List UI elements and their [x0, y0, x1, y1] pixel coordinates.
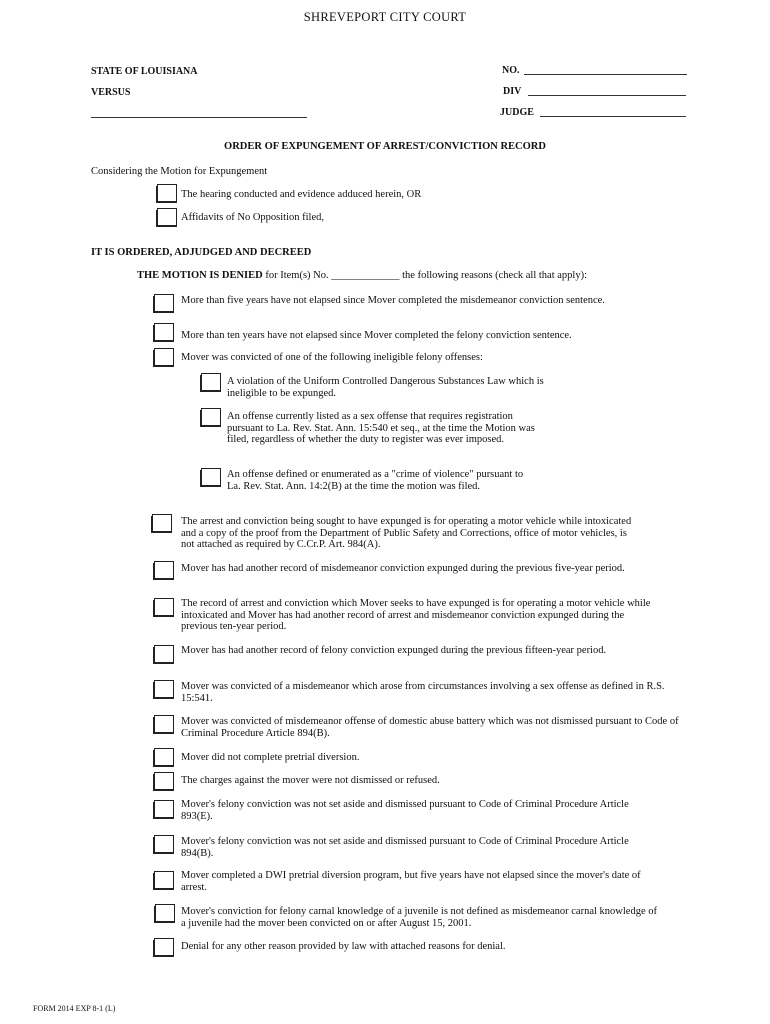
reason-checkbox[interactable]: [154, 835, 174, 853]
reason-checkbox[interactable]: [154, 715, 174, 733]
reason-text: The record of arrest and conviction which Mover seeks to have expunged is for operating a motor vehicle while intoxicated and Mover has had another record of arrest and misdemeanor conviction expunged during the previous ten-year period.: [181, 598, 651, 633]
reason-checkbox[interactable]: [154, 561, 174, 579]
sub-reason-checkbox[interactable]: [201, 373, 221, 391]
hearing-checkbox[interactable]: [157, 184, 177, 202]
reason-text: Mover's felony conviction was not set aside and dismissed pursuant to Code of Criminal Procedure Article 894(B).: [181, 836, 629, 859]
motion-denied-line: [137, 270, 587, 282]
reason-checkbox[interactable]: [154, 323, 174, 341]
reason-checkbox[interactable]: [155, 904, 175, 922]
div-label: DIV: [503, 86, 522, 97]
versus-label: VERSUS: [91, 87, 131, 98]
reason-text: Mover was convicted of misdemeanor offense of domestic abuse battery which was not dismissed pursuant to Code of Criminal Procedure Article 894(B).: [181, 716, 679, 739]
ordered-heading: IT IS ORDERED, ADJUDGED AND DECREED: [91, 247, 312, 258]
reason-text: Mover was convicted of one of the following ineligible felony offenses:: [181, 352, 483, 363]
reason-text: Mover has had another record of felony conviction expunged during the previous fifteen-year period.: [181, 645, 607, 656]
motion-denied-text: for Item(s) No. _____________ the following reasons (check all that apply):: [262, 270, 587, 281]
reason-text: Mover has had another record of misdemeanor conviction expunged during the previous five-year period.: [181, 563, 625, 574]
reason-text: Mover was convicted of a misdemeanor which arose from circumstances involving a sex offense as defined in R.S. 15:541.: [181, 681, 665, 704]
state-label: STATE OF LOUISIANA: [91, 66, 198, 77]
reason-checkbox[interactable]: [154, 938, 174, 956]
case-no-line[interactable]: [524, 74, 687, 75]
reason-checkbox[interactable]: [152, 514, 172, 532]
reason-text: More than five years have not elapsed since Mover completed the misdemeanor conviction sentence.: [181, 295, 605, 306]
reason-checkbox[interactable]: [154, 680, 174, 698]
reason-text: More than ten years have not elapsed since Mover completed the felony conviction sentence.: [181, 330, 572, 341]
sub-reason-checkbox[interactable]: [201, 468, 221, 486]
sub-reason-checkbox[interactable]: [201, 408, 221, 426]
reason-text: Denial for any other reason provided by law with attached reasons for denial.: [181, 941, 506, 952]
reason-text: Mover completed a DWI pretrial diversion program, but five years have not elapsed since the mover's date of arrest.: [181, 870, 641, 893]
reason-text: Mover's felony conviction was not set aside and dismissed pursuant to Code of Criminal Procedure Article 893(E).: [181, 799, 629, 822]
case-no-label: NO.: [502, 65, 520, 76]
order-title: ORDER OF EXPUNGEMENT OF ARREST/CONVICTION RECORD: [224, 141, 546, 152]
considering-text: Considering the Motion for Expungement: [91, 166, 268, 177]
reason-text: Mover did not complete pretrial diversion.: [181, 752, 360, 763]
reason-checkbox[interactable]: [154, 348, 174, 366]
hearing-option: The hearing conducted and evidence adduced herein, OR: [181, 189, 422, 200]
judge-line[interactable]: [540, 116, 686, 117]
reason-checkbox[interactable]: [154, 598, 174, 616]
reason-text: The charges against the mover were not dismissed or refused.: [181, 775, 440, 786]
reason-checkbox[interactable]: [154, 772, 174, 790]
judge-label: JUDGE: [500, 107, 534, 118]
reason-checkbox[interactable]: [154, 294, 174, 312]
defendant-name-line[interactable]: [91, 117, 307, 118]
sub-reason-text: An offense currently listed as a sex offense that requires registration pursuant to La. Rev. Stat. Ann. 15:540 et seq., at the time the Motion was filed, regardless of whether the duty to register was ever imposed.: [227, 411, 535, 446]
form-number: FORM 2014 EXP 8-1 (L): [33, 1004, 116, 1013]
reason-text: Mover's conviction for felony carnal knowledge of a juvenile is not defined as misdemeanor carnal knowledge of a juvenile had the mover been convicted on or after August 15, 2001.: [181, 906, 657, 929]
affidavits-checkbox[interactable]: [157, 208, 177, 226]
reason-checkbox[interactable]: [154, 645, 174, 663]
court-title: SHREVEPORT CITY COURT: [303, 10, 467, 24]
reason-text: The arrest and conviction being sought to have expunged is for operating a motor vehicle while intoxicated and a copy of the proof from the Department of Public Safety and Corrections, office of motor vehicles, is not attached as required by C.Cr.P. Art. 984(A).: [181, 516, 632, 551]
sub-reason-text: A violation of the Uniform Controlled Dangerous Substances Law which is ineligible to be expunged.: [227, 376, 544, 399]
motion-denied-label: THE MOTION IS DENIED: [137, 270, 263, 281]
sub-reason-text: An offense defined or enumerated as a "crime of violence" pursuant to La. Rev. Stat. Ann. 14:2(B) at the time the motion was filed.: [227, 469, 524, 492]
affidavits-option: Affidavits of No Opposition filed,: [181, 212, 325, 223]
reason-checkbox[interactable]: [154, 800, 174, 818]
reason-checkbox[interactable]: [154, 871, 174, 889]
reason-checkbox[interactable]: [154, 748, 174, 766]
div-line[interactable]: [528, 95, 686, 96]
